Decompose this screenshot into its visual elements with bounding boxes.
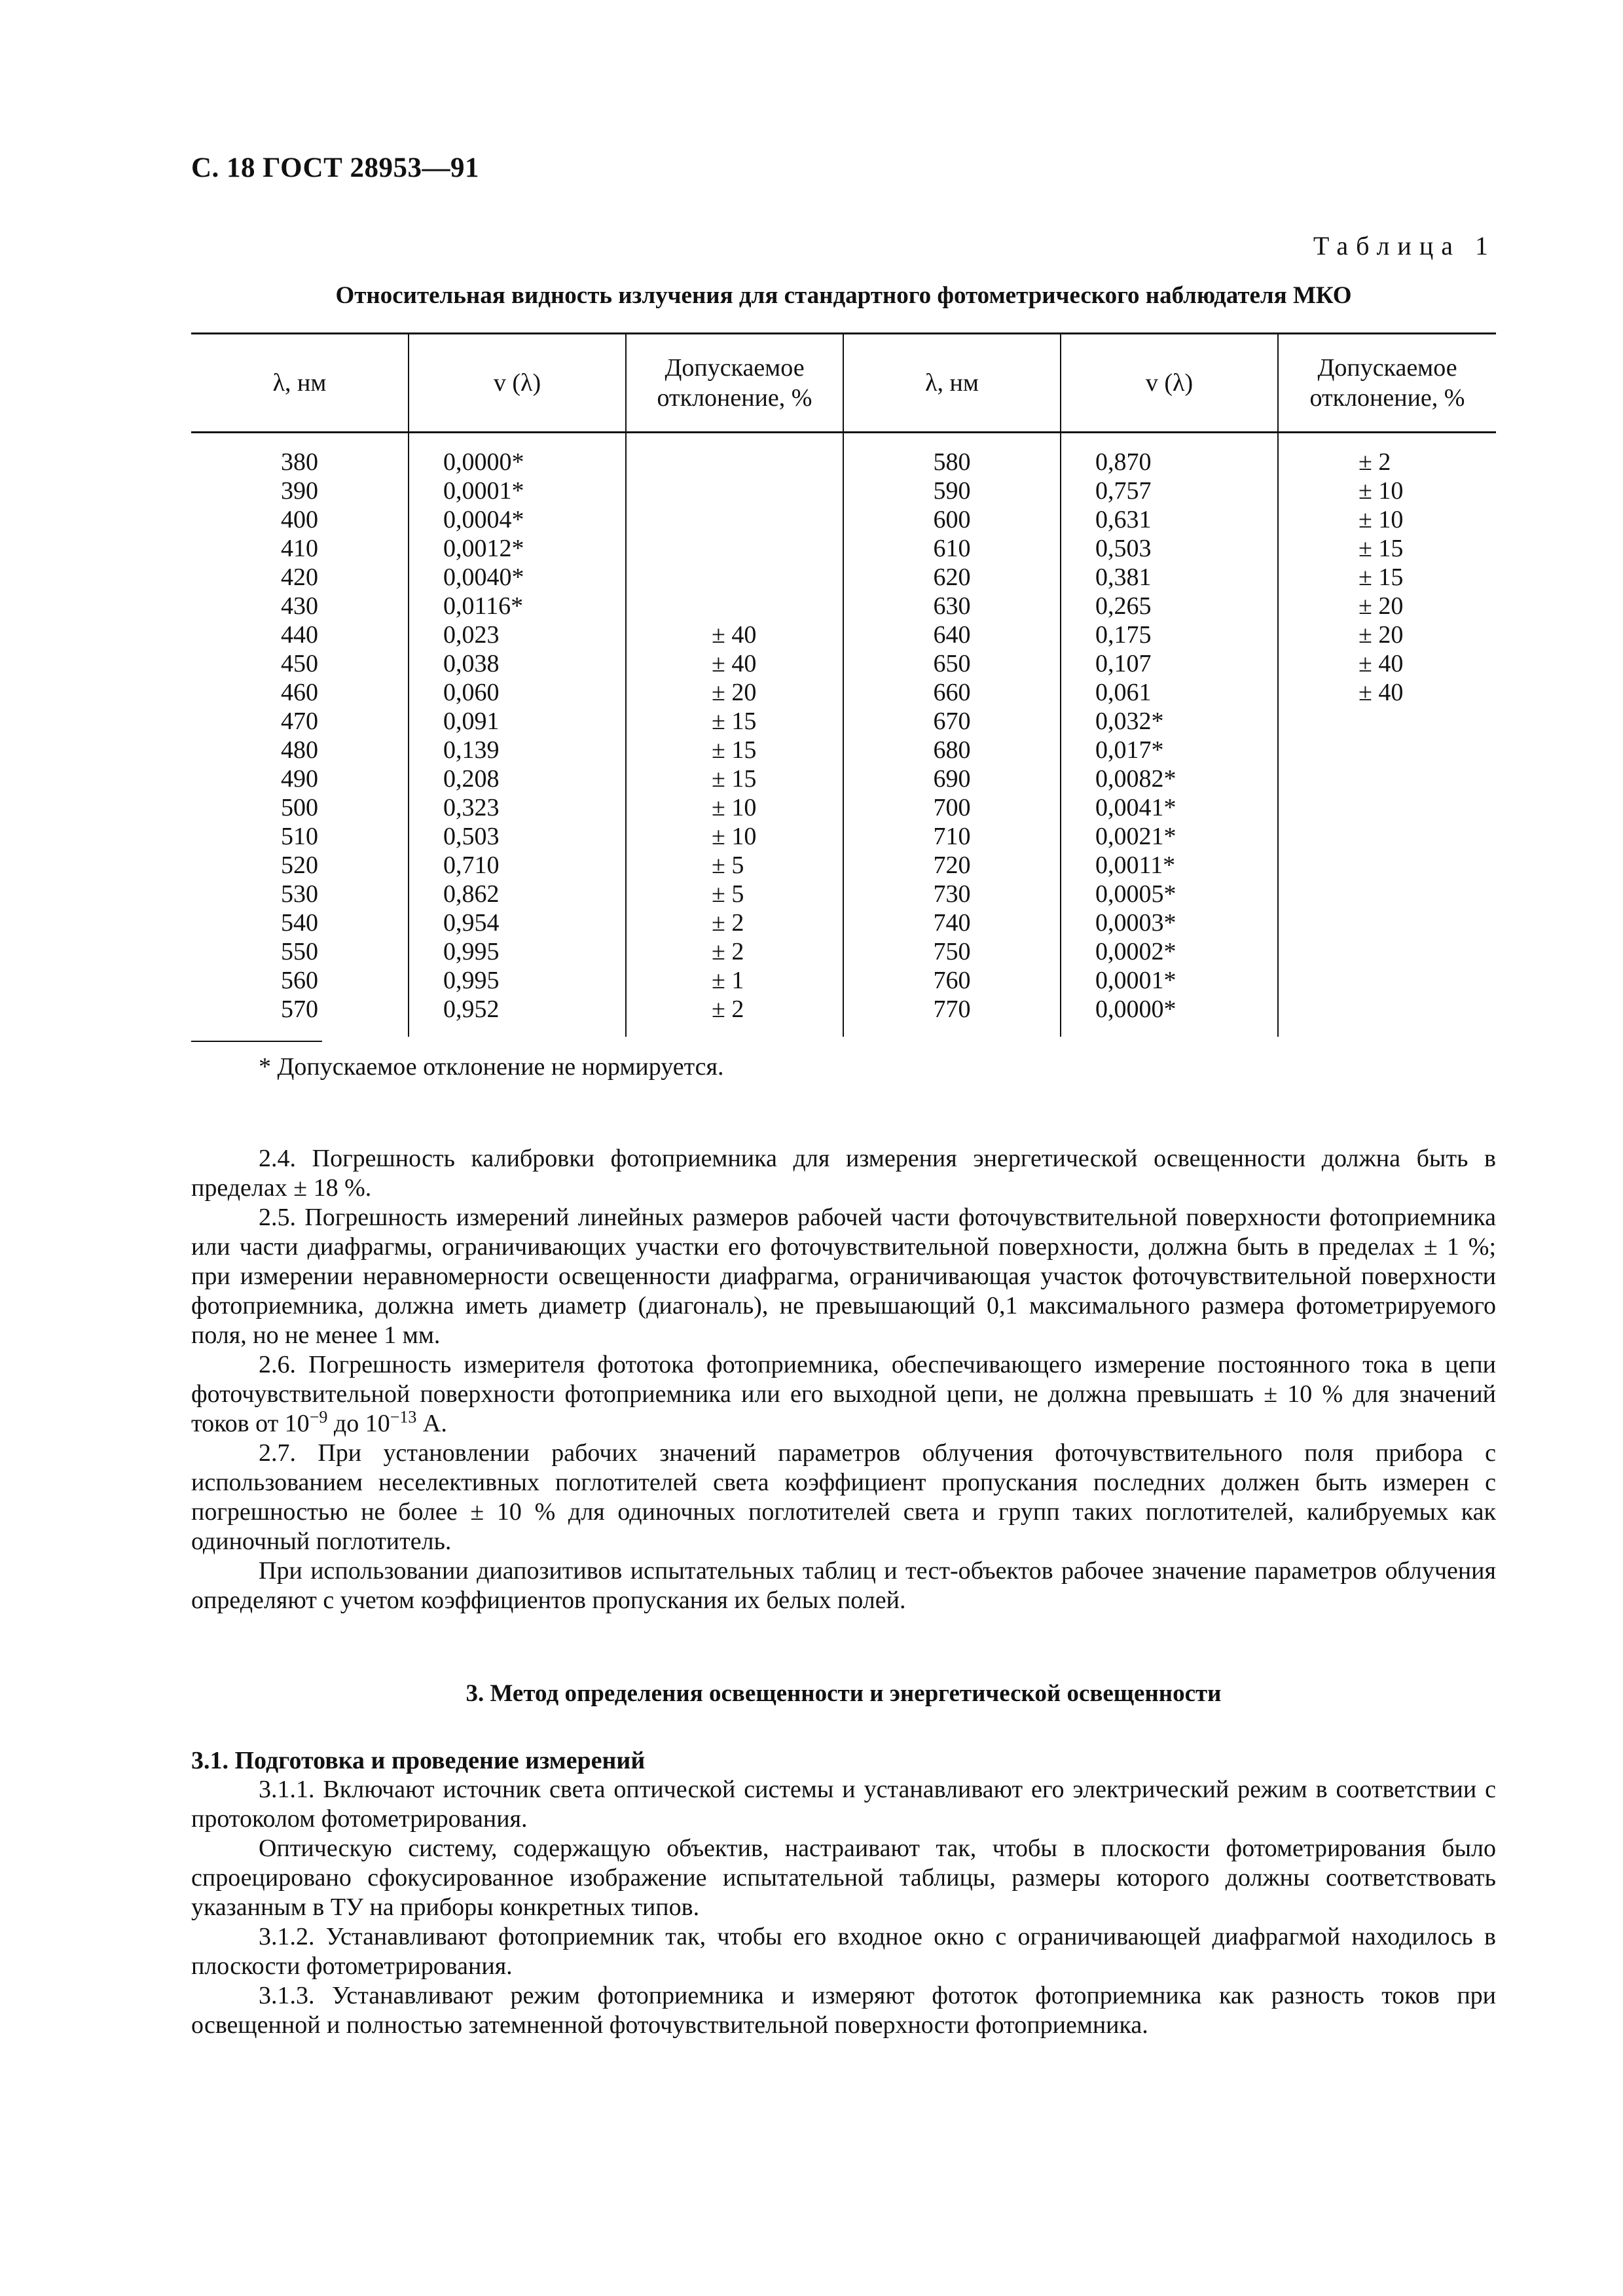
table-cell: ± 10 [626, 793, 843, 822]
table-cell: 580 [843, 433, 1061, 477]
table-cell: 670 [843, 707, 1061, 736]
table-cell: 480 [281, 736, 318, 764]
table-cell [1278, 736, 1496, 764]
table-header-row [191, 334, 1496, 433]
table-cell: 680 [843, 736, 1061, 764]
table-cell: 0,060 [409, 678, 626, 707]
table-cell [626, 433, 843, 477]
table-cell: 0,870 [1061, 433, 1278, 477]
column-header: Допускаемое отклонение, % [626, 334, 843, 433]
column-header: v (λ) [1061, 334, 1278, 433]
table-row [191, 736, 1496, 764]
table-cell: ± 5 [626, 851, 843, 880]
table-cell: 520 [281, 852, 318, 879]
table-cell: ± 15 [1278, 563, 1496, 592]
table-row [191, 822, 1496, 851]
table-cell: 720 [843, 851, 1061, 880]
table-cell: 0,995 [409, 937, 626, 966]
paragraph: Оптическую систему, содержащую объектив, настраивают так, чтобы в плоскости фотометрирования было спроецировано сфокусированное изображение испытательной таблицы, размеры которого должны соответствовать указанным в ТУ на приборы конкретных типов. [191, 1835, 1496, 1921]
table-cell: 0,0001* [409, 476, 626, 505]
table-cell: 510 [281, 823, 318, 850]
table-cell: 0,0004* [409, 505, 626, 534]
table-cell [1278, 764, 1496, 793]
table-cell: ± 40 [1278, 649, 1496, 678]
table-row [191, 534, 1496, 563]
table-row [191, 707, 1496, 736]
table-cell: 0,0001* [1061, 966, 1278, 995]
paragraph: 2.5. Погрешность измерений линейных размеров рабочей части фоточувствительной поверхности фотоприемника или части диафрагмы, ограничивающих участки его фоточувствительной поверхности, должна быть в пределах ± 1 %; при измерении неравномерности освещенности диафрагма, ограничивающая участок фоточувствительной поверхности фотоприемника, должна иметь диаметр (диагональ), не превышающий 0,1 максимального размера фотометрируемого поля, но не менее 1 мм. [191, 1204, 1496, 1349]
table-cell: 0,0000* [1061, 995, 1278, 1037]
table-cell: 640 [843, 620, 1061, 649]
paragraph: 3.1.1. Включают источник света оптической системы и устанавливают его электрический режим в соответствии с протоколом фотометрирования. [191, 1776, 1496, 1833]
paragraph: 2.7. При установлении рабочих значений параметров облучения фоточувствительного поля прибора с использованием неселективных поглотителей света коэффициент пропускания последних должен быть измерен с погрешностью не более ± 10 % для одиночных поглотителей света и групп таких поглотителей, калибруемых как одиночный поглотитель. [191, 1439, 1496, 1555]
table-row [191, 908, 1496, 937]
table-cell: ± 40 [626, 620, 843, 649]
table-cell: 540 [281, 909, 318, 937]
footnote-rule [191, 1041, 322, 1042]
table-cell: 0,175 [1061, 620, 1278, 649]
table-cell [1278, 793, 1496, 822]
table-cell: ± 5 [626, 880, 843, 908]
table-cell: 730 [843, 880, 1061, 908]
paragraph: 3.1.2. Устанавливают фотоприемник так, чтобы его входное окно с ограничивающей диафрагмой находилось в плоскости фотометрирования. [191, 1923, 1496, 1980]
table-cell: 700 [843, 793, 1061, 822]
table-cell: 460 [281, 679, 318, 706]
table-row [191, 649, 1496, 678]
table-cell: 0,139 [409, 736, 626, 764]
table-cell: 0,323 [409, 793, 626, 822]
table-cell: 0,023 [409, 620, 626, 649]
table-row [191, 433, 1496, 477]
table-cell: 0,952 [409, 995, 626, 1037]
table-cell: 0,381 [1061, 563, 1278, 592]
table-row [191, 563, 1496, 592]
column-header: v (λ) [409, 334, 626, 433]
table-cell: 390 [281, 477, 318, 505]
table-cell: ± 20 [1278, 592, 1496, 620]
table-cell: 0,0041* [1061, 793, 1278, 822]
table-cell: 490 [281, 765, 318, 793]
table-cell: ± 2 [626, 937, 843, 966]
table-cell: 740 [843, 908, 1061, 937]
table-cell: 570 [281, 996, 318, 1023]
paragraph: 2.4. Погрешность калибровки фотоприемника для измерения энергетической освещенности должна быть в пределах ± 18 %. [191, 1145, 1496, 1202]
table-cell: 750 [843, 937, 1061, 966]
column-header: λ, нм [191, 334, 409, 433]
table-cell: 0,265 [1061, 592, 1278, 620]
table-cell: 660 [843, 678, 1061, 707]
table-cell: 0,0116* [409, 592, 626, 620]
table-cell [1278, 908, 1496, 937]
table-cell [626, 505, 843, 534]
table-cell: 0,0003* [1061, 908, 1278, 937]
table-cell: ± 2 [1278, 433, 1496, 477]
table-cell: 430 [281, 592, 318, 620]
table-cell: 0,631 [1061, 505, 1278, 534]
body-text-section3 [191, 1775, 1496, 2040]
table-row [191, 937, 1496, 966]
table-row [191, 966, 1496, 995]
table-cell: 0,032* [1061, 707, 1278, 736]
table-cell: 0,954 [409, 908, 626, 937]
paragraph: При использовании диапозитивов испытательных таблиц и тест-объектов рабочее значение параметров облучения определяют с учетом коэффициентов пропускания их белых полей. [191, 1557, 1496, 1614]
table-cell: 550 [281, 938, 318, 965]
table-cell [1278, 966, 1496, 995]
table-cell: 530 [281, 880, 318, 908]
table-cell: 0,0002* [1061, 937, 1278, 966]
table-cell: 650 [843, 649, 1061, 678]
table-title: Относительная видность излучения для стандартного фотометрического наблюдателя МКО [335, 282, 1352, 309]
table-cell: ± 10 [1278, 505, 1496, 534]
table-cell: 590 [843, 476, 1061, 505]
table-cell: 470 [281, 708, 318, 735]
table-cell [1278, 822, 1496, 851]
table-row [191, 505, 1496, 534]
table-row [191, 880, 1496, 908]
table-cell: 690 [843, 764, 1061, 793]
table-cell: 0,995 [409, 966, 626, 995]
table-cell [1278, 995, 1496, 1037]
table-cell: ± 20 [1278, 620, 1496, 649]
table-cell [1278, 880, 1496, 908]
paragraph: 2.6. Погрешность измерителя фототока фотоприемника, обеспечивающего измерение постоянного тока в цепи фоточувствительной поверхности фотоприемника или его выходной цепи, не должна превышать ± 10 % для значений токов от $10^{-9}$ до $10^{-13}$ А. [191, 1351, 1496, 1437]
table-cell: ± 1 [626, 966, 843, 995]
table-cell [1278, 937, 1496, 966]
table-cell: 0,038 [409, 649, 626, 678]
paragraph: 3.1.3. Устанавливают режим фотоприемника и измеряют фототок фотоприемника как разность токов при освещенной и полностью затемненной фоточувствительной поверхности фотоприемника. [191, 1982, 1496, 2039]
table-label: Таблица 1 [1313, 231, 1496, 260]
page-header: С. 18 ГОСТ 28953—91 [191, 152, 480, 183]
table-cell: 420 [281, 564, 318, 591]
table-row [191, 620, 1496, 649]
table-row [191, 678, 1496, 707]
table-cell: 0,0005* [1061, 880, 1278, 908]
table-cell: 0,0012* [409, 534, 626, 563]
table-cell: 0,017* [1061, 736, 1278, 764]
table-cell: 620 [843, 563, 1061, 592]
table-row [191, 851, 1496, 880]
table-cell: 0,061 [1061, 678, 1278, 707]
table-row [191, 995, 1496, 1037]
table-cell: 0,208 [409, 764, 626, 793]
table-cell: ± 2 [626, 995, 843, 1037]
table-cell: 770 [843, 995, 1061, 1037]
table-cell: ± 10 [626, 822, 843, 851]
footnote: * Допускаемое отклонение не нормируется. [259, 1053, 724, 1081]
table-cell [626, 592, 843, 620]
table-cell: ± 10 [1278, 476, 1496, 505]
table-cell: ± 40 [626, 649, 843, 678]
table-cell: ± 15 [626, 736, 843, 764]
table-cell: 0,107 [1061, 649, 1278, 678]
table-cell: 0,710 [409, 851, 626, 880]
table-row [191, 764, 1496, 793]
table-cell: 0,0082* [1061, 764, 1278, 793]
table-cell: 600 [843, 505, 1061, 534]
table-cell: ± 2 [626, 908, 843, 937]
table-cell [1278, 707, 1496, 736]
table-cell [626, 476, 843, 505]
table-row [191, 592, 1496, 620]
table-cell: 560 [281, 967, 318, 994]
table-cell: 0,503 [1061, 534, 1278, 563]
section-title: 3. Метод определения освещенности и энергетической освещенности [465, 1680, 1222, 1707]
table-cell: 760 [843, 966, 1061, 995]
table-cell: 410 [281, 535, 318, 562]
table-cell: 0,862 [409, 880, 626, 908]
table-cell: 0,757 [1061, 476, 1278, 505]
column-header: λ, нм [843, 334, 1061, 433]
table-cell: 500 [281, 794, 318, 821]
table-cell [1278, 851, 1496, 880]
table-cell: 610 [843, 534, 1061, 563]
table-cell: 0,0011* [1061, 851, 1278, 880]
table-cell: 440 [281, 621, 318, 649]
table-cell: ± 15 [626, 764, 843, 793]
luminosity-table [191, 332, 1496, 1037]
table-cell: ± 40 [1278, 678, 1496, 707]
table-row [191, 476, 1496, 505]
table-cell: 0,0000* [409, 433, 626, 477]
table-cell: ± 20 [626, 678, 843, 707]
table-cell: ± 15 [1278, 534, 1496, 563]
table-cell: 380 [281, 448, 318, 476]
table-cell: 400 [281, 506, 318, 533]
table-cell: 450 [281, 650, 318, 677]
column-header: Допускаемое отклонение, % [1278, 334, 1496, 433]
subsection-title: 3.1. Подготовка и проведение измерений [191, 1747, 646, 1774]
table-cell: 0,091 [409, 707, 626, 736]
table-cell: 0,0021* [1061, 822, 1278, 851]
table-cell: 630 [843, 592, 1061, 620]
table-row [191, 793, 1496, 822]
table-cell [626, 534, 843, 563]
body-text [191, 1144, 1496, 1615]
table-cell: 710 [843, 822, 1061, 851]
table-cell [626, 563, 843, 592]
table-cell: 0,0040* [409, 563, 626, 592]
table-cell: ± 15 [626, 707, 843, 736]
table-cell: 0,503 [409, 822, 626, 851]
